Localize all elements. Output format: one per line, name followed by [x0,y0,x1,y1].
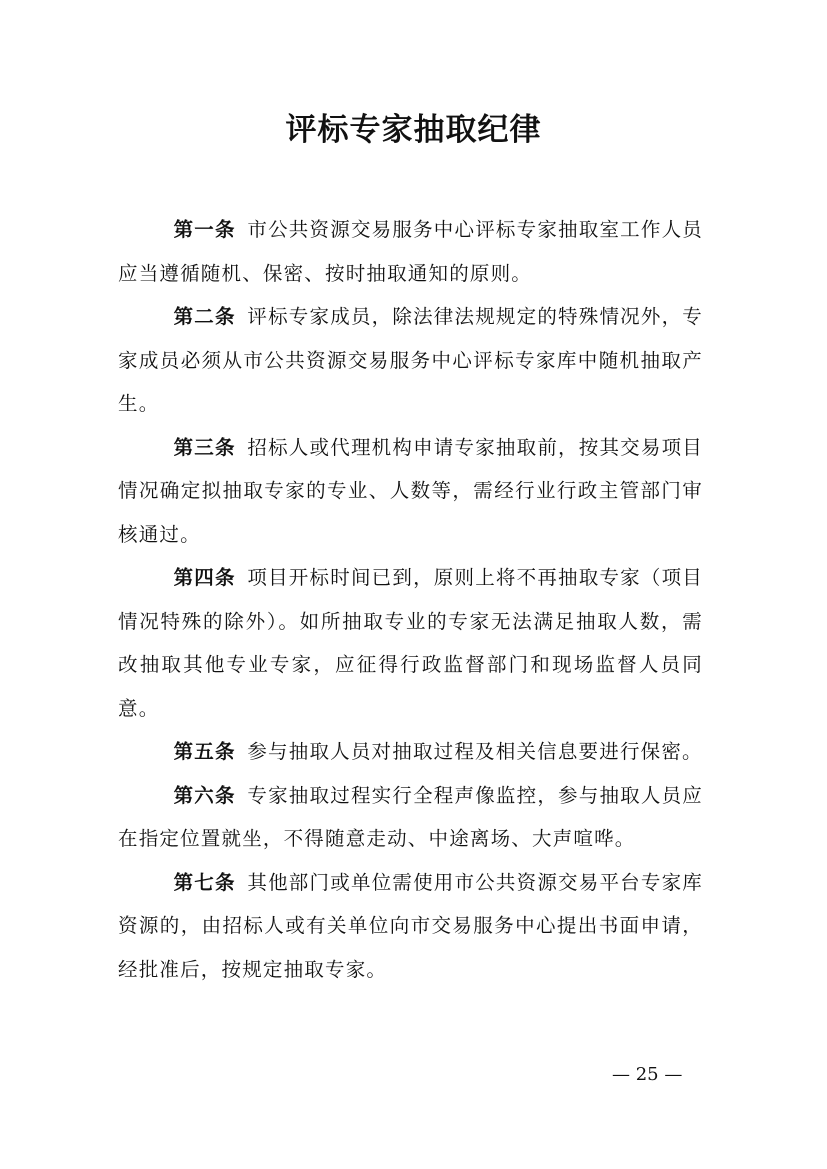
article-heading: 第四条 [173,566,236,589]
article-text: 项目开标时间已到，原则上将不再抽取专家（项目情况特殊的除外）。如所抽取专业的专家无法满足抽取人数，需改抽取其他专业专家，应征得行政监督部门和现场监督人员同意。 [118,566,703,720]
article-text: 市公共资源交易服务中心评标专家抽取室工作人员应当遵循随机、保密、按时抽取通知的原则。 [118,218,703,285]
article-text: 其他部门或单位需使用市公共资源交易平台专家库资源的，由招标人或有关单位向市交易服务中心提出书面申请，经批准后，按规定抽取专家。 [118,870,703,981]
article-heading: 第五条 [173,740,236,763]
article-1 [118,208,703,295]
article-6 [118,774,703,861]
document-title: 评标专家抽取纪律 [285,112,542,148]
article-text: 参与抽取人员对抽取过程及相关信息要进行保密。 [247,740,703,763]
article-heading: 第一条 [173,218,236,241]
article-5 [118,730,703,774]
article-heading: 第三条 [173,435,236,459]
article-heading: 第二条 [173,305,236,328]
article-3 [118,426,703,557]
article-text: 专家抽取过程实行全程声像监控，参与抽取人员应在指定位置就坐，不得随意走动、中途离场、大声喧哗。 [118,783,703,850]
article-text: 招标人或代理机构申请专家抽取前，按其交易项目情况确定拟抽取专家的专业、人数等，需经行业行政主管部门审核通过。 [118,435,703,546]
article-heading: 第六条 [173,783,236,807]
article-heading: 第七条 [173,870,236,894]
article-text: 评标专家成员，除法律法规规定的特殊情况外，专家成员必须从市公共资源交易服务中心评标专家库中随机抽取产生。 [118,305,703,415]
article-7 [118,861,703,992]
page-number: — 25 — [612,1064,683,1085]
document-body [118,208,703,991]
article-2 [118,295,703,426]
article-4 [118,556,703,730]
